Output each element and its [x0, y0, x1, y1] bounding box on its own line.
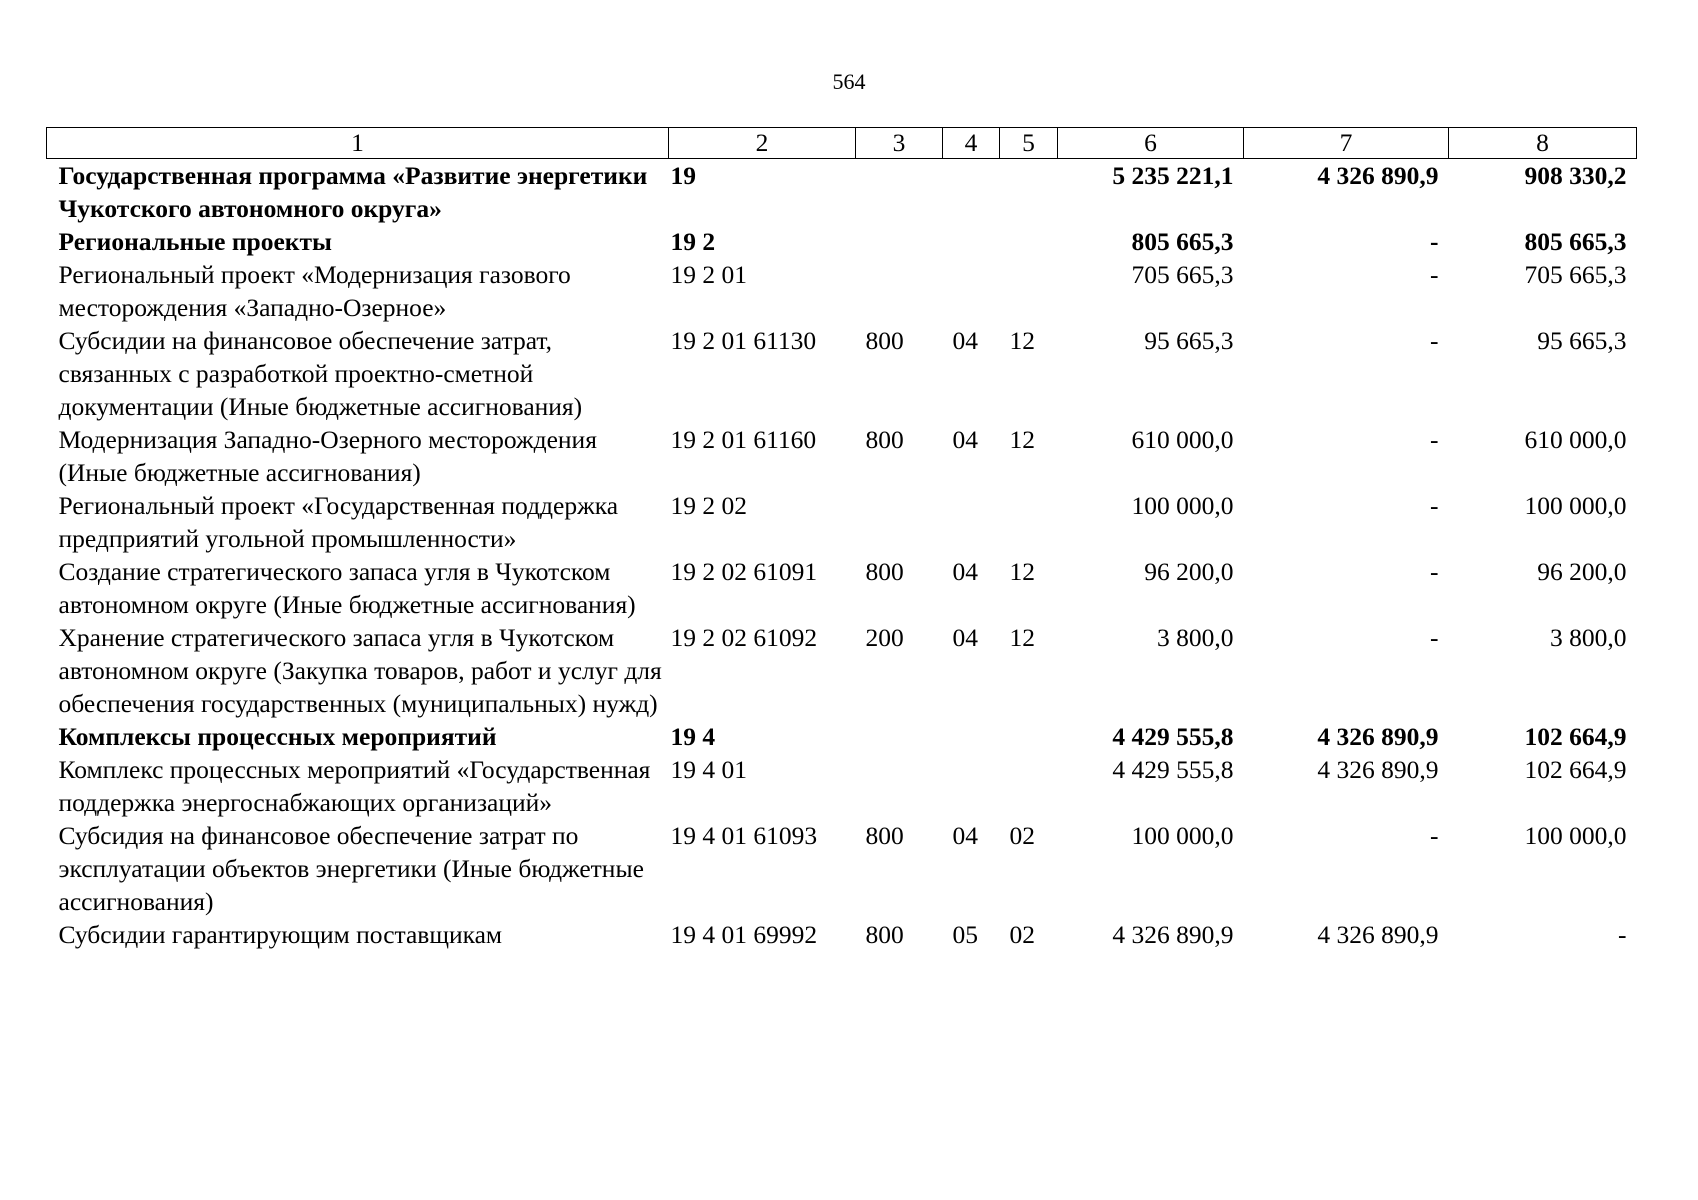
row-description: Модернизация Западно-Озерного месторождения (Иные бюджетные ассигнования) [58, 425, 597, 487]
row-code: 19 4 01 69992 [670, 920, 818, 949]
row-subsection: 02 [1009, 920, 1035, 949]
row-expense-type [856, 258, 943, 324]
row-section [943, 753, 1000, 819]
table-row [47, 753, 1637, 819]
table-row [47, 621, 1637, 720]
budget-table [46, 127, 1637, 951]
row-subsection [1000, 720, 1058, 753]
column-header-3: 3 [856, 128, 943, 159]
row-amount-col7: 4 326 890,9 [1317, 722, 1439, 751]
row-subsection: 12 [1009, 326, 1035, 355]
row-expense-type: 800 [865, 920, 904, 949]
header-row [47, 128, 1637, 159]
row-section: 04 [952, 326, 978, 355]
row-subsection [1000, 753, 1058, 819]
row-section: 04 [952, 623, 978, 652]
row-code: 19 2 01 [670, 260, 747, 289]
row-expense-type: 800 [865, 557, 904, 586]
row-code: 19 4 01 61093 [670, 821, 818, 850]
row-code: 19 2 02 61092 [670, 623, 818, 652]
row-amount-col7: - [1430, 260, 1439, 289]
row-section: 04 [952, 821, 978, 850]
row-amount-col8: 908 330,2 [1524, 161, 1627, 190]
row-description: Создание стратегического запаса угля в Чукотском автономном округе (Иные бюджетные ассигнования) [58, 557, 636, 619]
row-code: 19 2 [670, 227, 716, 256]
row-description: Региональные проекты [58, 227, 332, 256]
table-header [47, 128, 1637, 159]
page-number: 564 [832, 69, 866, 94]
row-code: 19 4 01 [670, 755, 747, 784]
row-section [943, 720, 1000, 753]
row-code: 19 2 01 61130 [670, 326, 817, 355]
table-row [47, 258, 1637, 324]
table-row [47, 225, 1637, 258]
column-header-4: 4 [943, 128, 1000, 159]
row-total-amount: 4 429 555,8 [1112, 755, 1234, 784]
row-description: Комплекс процессных мероприятий «Государственная поддержка энергоснабжающих организаций» [58, 755, 651, 817]
row-section: 04 [952, 425, 978, 454]
row-section: 05 [952, 920, 978, 949]
row-expense-type [856, 720, 943, 753]
row-total-amount: 4 326 890,9 [1112, 920, 1234, 949]
row-amount-col7: 4 326 890,9 [1317, 920, 1439, 949]
row-amount-col7: - [1430, 425, 1439, 454]
row-amount-col8: 102 664,9 [1524, 722, 1627, 751]
row-amount-col7: - [1430, 821, 1439, 850]
column-header-1: 1 [47, 128, 669, 159]
row-subsection: 12 [1009, 425, 1035, 454]
row-code: 19 2 02 61091 [670, 557, 818, 586]
row-amount-col8: 100 000,0 [1524, 491, 1627, 520]
row-amount-col7: - [1430, 623, 1439, 652]
row-amount-col7: 4 326 890,9 [1317, 161, 1439, 190]
row-amount-col7: - [1430, 227, 1439, 256]
row-subsection: 12 [1009, 623, 1035, 652]
row-total-amount: 95 665,3 [1144, 326, 1234, 355]
table-body [47, 159, 1637, 952]
row-amount-col7: 4 326 890,9 [1317, 755, 1439, 784]
row-description: Региональный проект «Государственная поддержка предприятий угольной промышленности» [58, 491, 619, 553]
row-total-amount: 100 000,0 [1131, 821, 1234, 850]
row-expense-type [856, 489, 943, 555]
row-expense-type: 800 [865, 326, 904, 355]
row-total-amount: 96 200,0 [1144, 557, 1234, 586]
row-amount-col8: 95 665,3 [1537, 326, 1627, 355]
row-amount-col8: 610 000,0 [1524, 425, 1627, 454]
row-section [943, 225, 1000, 258]
table-row [47, 159, 1637, 226]
row-total-amount: 5 235 221,1 [1112, 161, 1234, 190]
table-row [47, 489, 1637, 555]
row-total-amount: 4 429 555,8 [1112, 722, 1234, 751]
row-description: Государственная программа «Развитие энергетики Чукотского автономного округа» [58, 161, 648, 223]
table-row [47, 324, 1637, 423]
row-amount-col8: 705 665,3 [1524, 260, 1627, 289]
row-section [943, 159, 1000, 226]
row-subsection [1000, 258, 1058, 324]
row-description: Хранение стратегического запаса угля в Чукотском автономном округе (Закупка товаров, работ и услуг для обеспечения государственных (муниципальных) нужд) [58, 623, 662, 718]
column-header-7: 7 [1244, 128, 1449, 159]
row-expense-type: 800 [865, 821, 904, 850]
row-expense-type: 200 [865, 623, 904, 652]
row-description: Субсидии на финансовое обеспечение затрат, связанных с разработкой проектно-сметной документации (Иные бюджетные ассигнования) [58, 326, 583, 421]
row-code: 19 4 [670, 722, 716, 751]
column-header-8: 8 [1449, 128, 1637, 159]
row-description: Субсидии гарантирующим поставщикам [58, 920, 503, 949]
column-header-6: 6 [1058, 128, 1244, 159]
row-amount-col8: 3 800,0 [1550, 623, 1627, 652]
row-amount-col7: - [1430, 557, 1439, 586]
row-total-amount: 3 800,0 [1157, 623, 1234, 652]
row-amount-col8: 102 664,9 [1524, 755, 1627, 784]
row-expense-type [856, 225, 943, 258]
row-section [943, 258, 1000, 324]
row-subsection [1000, 225, 1058, 258]
table-row [47, 819, 1637, 918]
row-amount-col8: - [1618, 920, 1627, 949]
row-expense-type [856, 159, 943, 226]
column-header-5: 5 [1000, 128, 1058, 159]
row-amount-col8: 96 200,0 [1537, 557, 1627, 586]
row-subsection: 02 [1009, 821, 1035, 850]
table-row [47, 423, 1637, 489]
row-subsection [1000, 489, 1058, 555]
row-section [943, 489, 1000, 555]
row-amount-col8: 805 665,3 [1524, 227, 1627, 256]
row-subsection: 12 [1009, 557, 1035, 586]
row-description: Субсидия на финансовое обеспечение затрат по эксплуатации объектов энергетики (Иные бюджетные ассигнования) [58, 821, 644, 916]
row-code: 19 2 02 [670, 491, 747, 520]
row-total-amount: 705 665,3 [1131, 260, 1234, 289]
row-subsection [1000, 159, 1058, 226]
row-total-amount: 805 665,3 [1131, 227, 1234, 256]
row-amount-col7: - [1430, 491, 1439, 520]
row-total-amount: 100 000,0 [1131, 491, 1234, 520]
row-expense-type [856, 753, 943, 819]
table-row [47, 918, 1637, 951]
row-code: 19 2 01 61160 [670, 425, 817, 454]
row-amount-col8: 100 000,0 [1524, 821, 1627, 850]
row-description: Комплексы процессных мероприятий [58, 722, 497, 751]
row-code: 19 [670, 161, 696, 190]
row-amount-col7: - [1430, 326, 1439, 355]
table-row [47, 555, 1637, 621]
row-expense-type: 800 [865, 425, 904, 454]
row-section: 04 [952, 557, 978, 586]
row-total-amount: 610 000,0 [1131, 425, 1234, 454]
row-description: Региональный проект «Модернизация газового месторождения «Западно-Озерное» [58, 260, 571, 322]
table-row [47, 720, 1637, 753]
column-header-2: 2 [669, 128, 856, 159]
